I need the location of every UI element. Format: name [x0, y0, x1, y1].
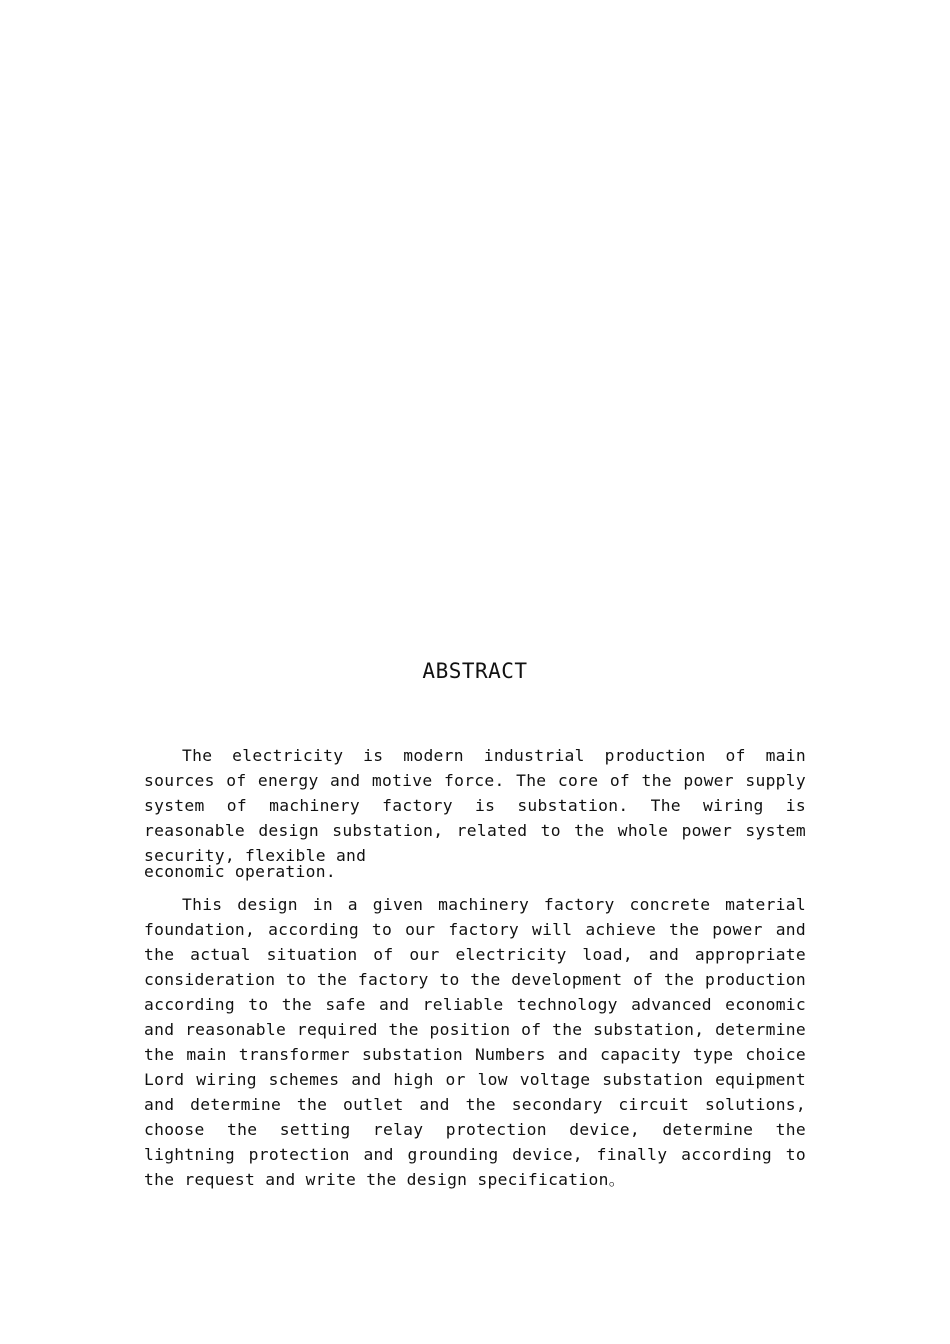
abstract-paragraph-1: The electricity is modern industrial production of main sources of energy and motive force. The core of the power supply system of machinery factory is substation. The wiring is reasonable design substation, related to the whole power system security, flexible and [144, 746, 806, 865]
abstract-paragraph-2: This design in a given machinery factory concrete material foundation, according to our factory will achieve the power and the actual situation of our electricity load, and appropriate consideration to the factory to the development of the production according to the safe and reliable technology advanced economic and reasonable required the position of the substation, determine the main transformer substation Numbers and capacity type choice Lord wiring schemes and high or low voltage substation equipment and determine the outlet and the secondary circuit solutions, choose the setting relay protection device, determine the lightning protection and grounding device, finally according to the request and write the design specification。 [144, 895, 806, 1189]
abstract-heading: ABSTRACT [422, 659, 528, 683]
abstract-paragraph-1-continuation: economic operation. [144, 862, 336, 881]
